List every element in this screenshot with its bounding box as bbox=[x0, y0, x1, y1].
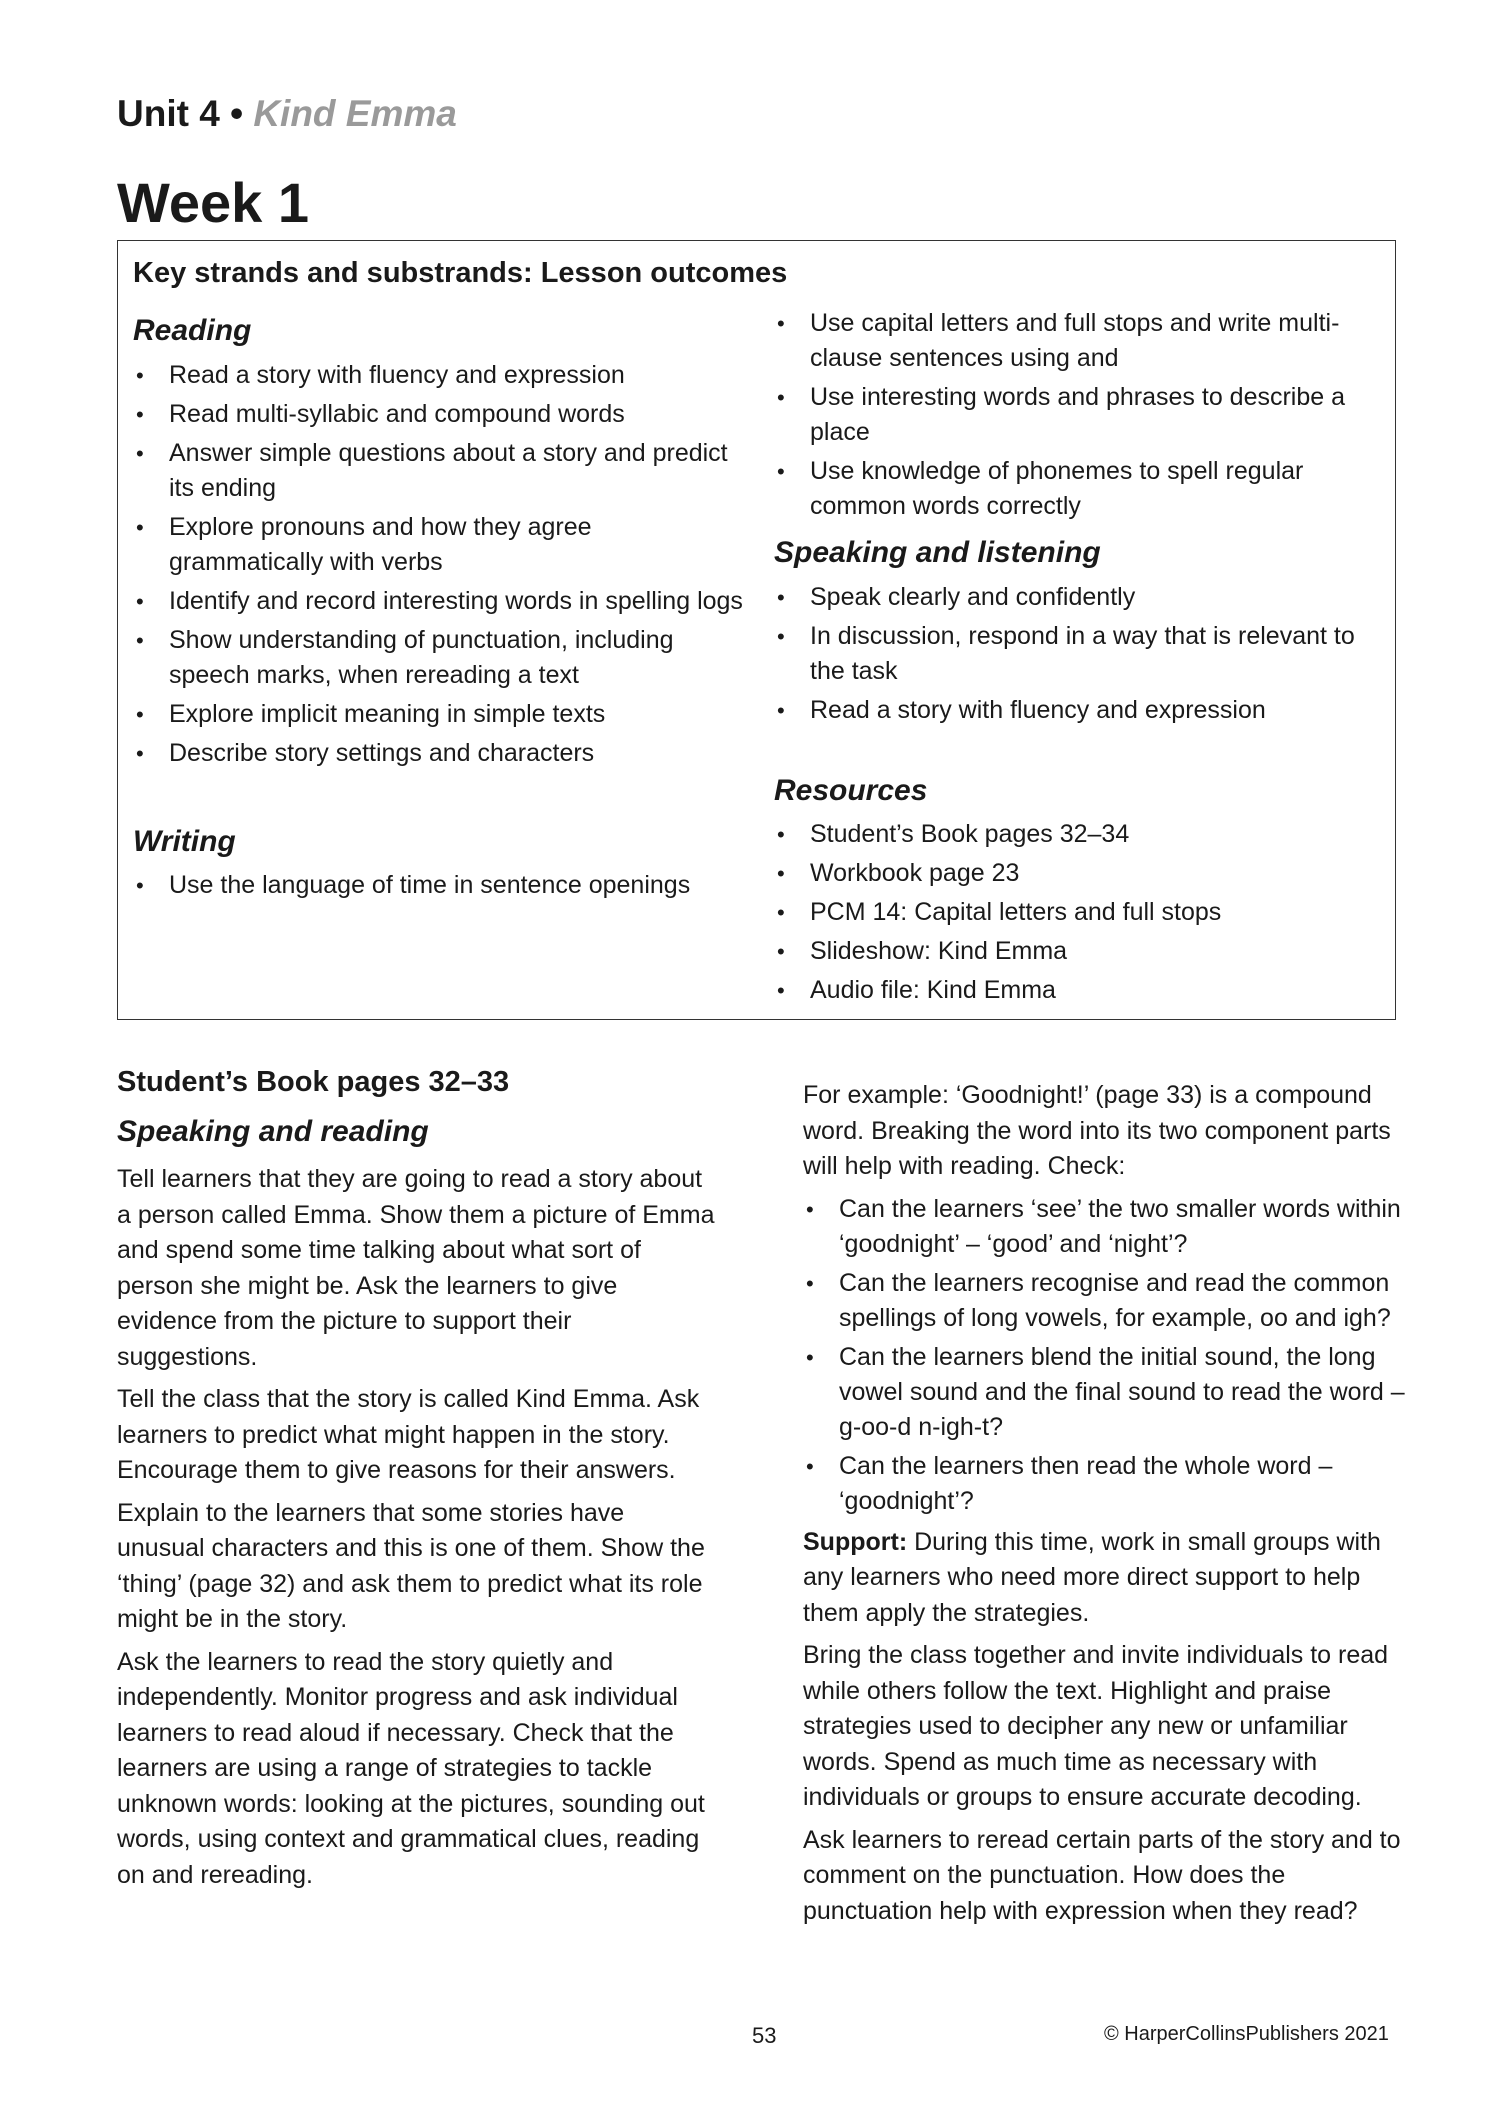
list-item: • Student’s Book pages 32–34 bbox=[774, 817, 1384, 852]
speaking-listening-list bbox=[774, 580, 1384, 728]
bullet-icon: • bbox=[136, 588, 144, 614]
list-item: • PCM 14: Capital letters and full stops bbox=[774, 895, 1384, 930]
writing-heading: Writing bbox=[133, 824, 236, 858]
list-item: • Can the learners blend the initial sound, the long vowel sound and the final sound to read the word – g-oo-d n-igh-t? bbox=[803, 1340, 1413, 1445]
lesson-outcomes-box bbox=[117, 240, 1396, 1020]
page-number: 53 bbox=[752, 2023, 777, 2048]
list-item: • Use interesting words and phrases to describe a place bbox=[774, 380, 1384, 450]
paragraph: Ask the learners to read the story quietly and independently. Monitor progress and ask individual learners to read aloud if necessary. Check that the learners are using a range of strategies to tackle unknown words: looking at the pictures, sounding out words, using context and grammatical clues, reading on and rereading. bbox=[117, 1647, 705, 1889]
unit-separator: • bbox=[230, 93, 244, 134]
list-item: • Can the learners then read the whole word – ‘goodnight’? bbox=[803, 1449, 1413, 1519]
writing-outcomes-list-right bbox=[774, 306, 1384, 524]
list-item: • Explore pronouns and how they agree grammatically with verbs bbox=[133, 510, 743, 580]
speaking-listening-heading: Speaking and listening bbox=[774, 536, 1101, 569]
body-right-column bbox=[803, 1078, 1413, 1936]
bullet-icon: • bbox=[136, 627, 144, 653]
bullet-icon: • bbox=[806, 1344, 814, 1370]
week-title: Week 1 bbox=[117, 171, 309, 234]
unit-label: Unit 4 bbox=[117, 93, 220, 134]
list-item: • Use the language of time in sentence openings bbox=[133, 868, 743, 903]
body-left-column bbox=[117, 1162, 717, 1900]
list-item: • Speak clearly and confidently bbox=[774, 580, 1384, 615]
outcomes-left-column bbox=[133, 312, 743, 907]
bullet-icon: • bbox=[777, 385, 785, 410]
unit-title-line bbox=[117, 92, 457, 136]
section-subheading: Speaking and reading bbox=[117, 1115, 429, 1148]
unit-story-title: Kind Emma bbox=[253, 93, 457, 134]
list-item: • Show understanding of punctuation, including speech marks, when rereading a text bbox=[133, 623, 743, 693]
reading-outcomes-list bbox=[133, 358, 743, 771]
writing-outcomes-list-left bbox=[133, 868, 743, 903]
bullet-icon: • bbox=[136, 701, 144, 727]
outcomes-heading: Key strands and substrands: Lesson outcomes bbox=[133, 257, 788, 289]
bullet-icon: • bbox=[136, 440, 144, 466]
list-item: • Can the learners ‘see’ the two smaller words within ‘goodnight’ – ‘good’ and ‘night’? bbox=[803, 1192, 1413, 1262]
list-item: • Use capital letters and full stops and write multi-clause sentences using and bbox=[774, 306, 1384, 376]
bullet-icon: • bbox=[806, 1453, 814, 1479]
bullet-icon: • bbox=[777, 311, 785, 336]
outcomes-right-column bbox=[774, 306, 1384, 1012]
paragraph: Bring the class together and invite individuals to read while others follow the text. Highlight and praise strategies used to decipher any new or unfamiliar words. Spend as much time as necessary with individuals or groups to ensure accurate decoding. bbox=[803, 1641, 1389, 1811]
bullet-icon: • bbox=[777, 900, 785, 925]
list-item: • Use knowledge of phonemes to spell regular common words correctly bbox=[774, 454, 1384, 524]
paragraph: Tell the class that the story is called Kind Emma. Ask learners to predict what might happen in the story. Encourage them to give reasons for their answers. bbox=[117, 1385, 700, 1484]
list-item: • Can the learners recognise and read the common spellings of long vowels, for example, oo and igh? bbox=[803, 1266, 1413, 1336]
support-paragraph: Support: During this time, work in small groups with any learners who need more direct support to help them apply the strategies. bbox=[803, 1527, 1381, 1627]
bullet-icon: • bbox=[136, 740, 144, 766]
list-item: • Describe story settings and characters bbox=[133, 736, 743, 771]
list-item: • Identify and record interesting words in spelling logs bbox=[133, 584, 743, 619]
bullet-icon: • bbox=[777, 623, 785, 649]
resources-heading: Resources bbox=[774, 773, 928, 807]
resources-list bbox=[774, 817, 1384, 1008]
section-heading: Student’s Book pages 32–33 bbox=[117, 1066, 510, 1098]
paragraph: Ask learners to reread certain parts of the story and to comment on the punctuation. How does the punctuation help with expression when they read? bbox=[803, 1825, 1401, 1925]
bullet-icon: • bbox=[777, 459, 785, 484]
list-item: • Answer simple questions about a story and predict its ending bbox=[133, 436, 743, 506]
checks-list bbox=[803, 1192, 1413, 1519]
bullet-icon: • bbox=[136, 362, 144, 388]
list-item: • In discussion, respond in a way that is relevant to the task bbox=[774, 619, 1384, 689]
bullet-icon: • bbox=[777, 822, 785, 847]
list-item: • Workbook page 23 bbox=[774, 856, 1384, 891]
list-item: • Explore implicit meaning in simple texts bbox=[133, 697, 743, 732]
bullet-icon: • bbox=[777, 861, 785, 886]
bullet-icon: • bbox=[777, 584, 785, 610]
list-item: • Read a story with fluency and expression bbox=[133, 358, 743, 393]
support-label: Support: bbox=[803, 1527, 908, 1556]
bullet-icon: • bbox=[777, 978, 785, 1003]
bullet-icon: • bbox=[136, 873, 144, 898]
paragraph: Explain to the learners that some stories have unusual characters and this is one of them. Show the ‘thing’ (page 32) and ask them to predict what its role might be in the story. bbox=[117, 1498, 705, 1633]
bullet-icon: • bbox=[777, 939, 785, 964]
bullet-icon: • bbox=[806, 1270, 814, 1296]
bullet-icon: • bbox=[806, 1196, 814, 1222]
list-item: • Read a story with fluency and expression bbox=[774, 693, 1384, 728]
copyright: © HarperCollinsPublishers 2021 bbox=[1104, 2023, 1389, 2045]
reading-heading: Reading bbox=[133, 314, 252, 347]
bullet-icon: • bbox=[136, 401, 144, 427]
list-item: • Slideshow: Kind Emma bbox=[774, 934, 1384, 969]
list-item: • Audio file: Kind Emma bbox=[774, 973, 1384, 1008]
list-item: • Read multi-syllabic and compound words bbox=[133, 397, 743, 432]
paragraph: For example: ‘Goodnight!’ (page 33) is a compound word. Breaking the word into its two component parts will help with reading. Check: bbox=[803, 1081, 1391, 1180]
bullet-icon: • bbox=[136, 514, 144, 540]
bullet-icon: • bbox=[777, 697, 785, 723]
paragraph: Tell learners that they are going to read a story about a person called Emma. Show them a picture of Emma and spend some time talking about what sort of person she might be. Ask the learners to give evidence from the picture to support their suggestions. bbox=[117, 1165, 715, 1371]
